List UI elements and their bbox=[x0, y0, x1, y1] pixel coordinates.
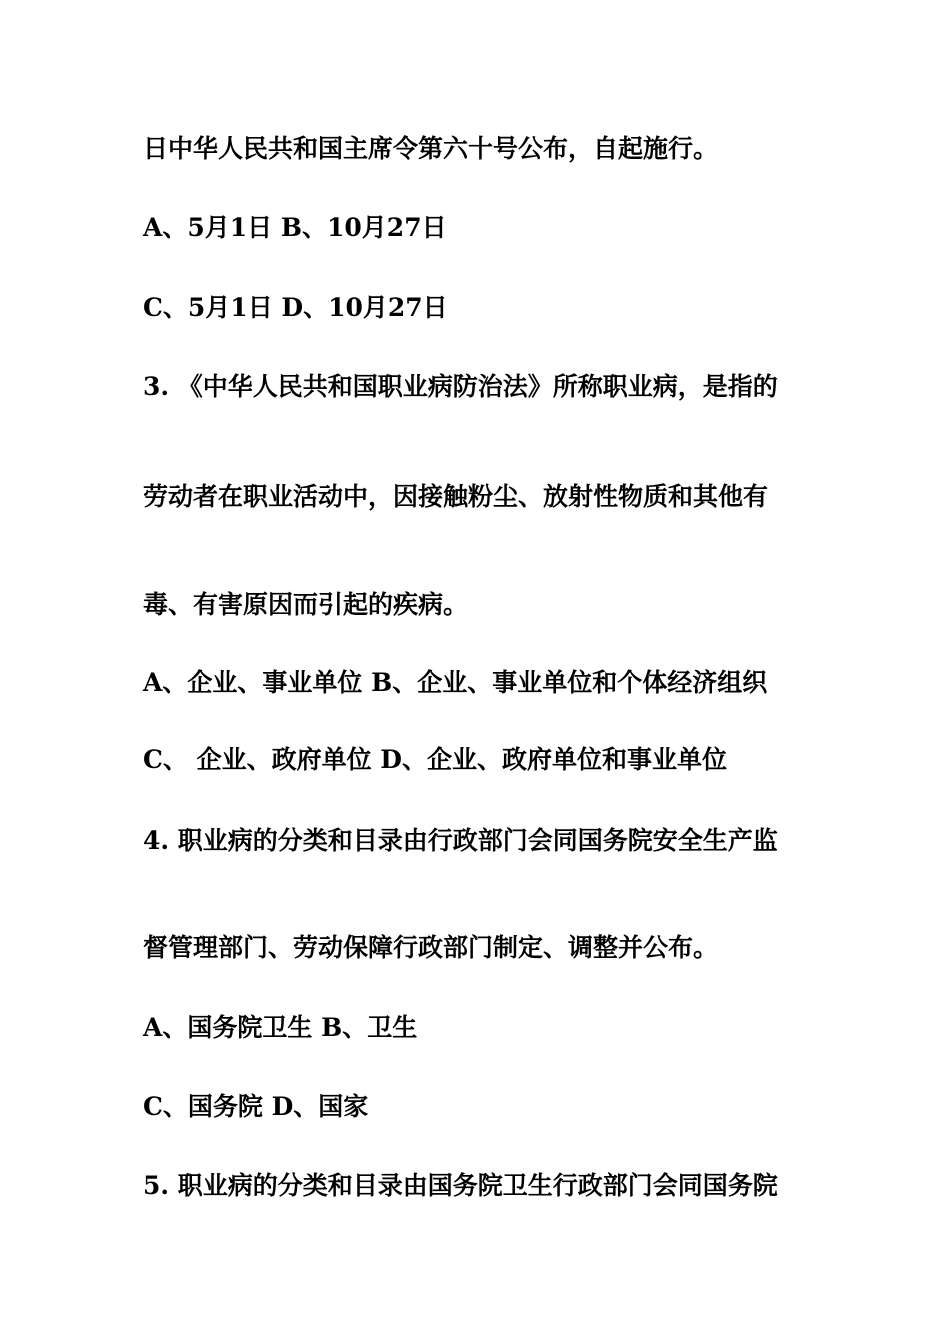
option-line-c-d: C、5月1日 D、10月27日 bbox=[143, 293, 448, 322]
question-3-option-c-d: C、 企业、政府单位 D、企业、政府单位和事业单位 bbox=[143, 745, 727, 774]
question-4-option-c-d: C、国务院 D、国家 bbox=[143, 1092, 369, 1121]
question-5-line-1: 5. 职业病的分类和目录由国务院卫生行政部门会同国务院 bbox=[143, 1171, 778, 1200]
question-3-line-3: 毒、有害原因而引起的疾病。 bbox=[143, 590, 469, 619]
text-line-question-2-continuation: 日中华人民共和国主席令第六十号公布，自起施行。 bbox=[143, 134, 719, 163]
question-3-option-a-b: A、企业、事业单位 B、企业、事业单位和个体经济组织 bbox=[143, 668, 768, 697]
question-3-line-2: 劳动者在职业活动中，因接触粉尘、放射性物质和其他有 bbox=[143, 482, 769, 511]
question-4-option-a-b: A、国务院卫生 B、卫生 bbox=[143, 1013, 418, 1042]
question-3-line-1: 3. 《中华人民共和国职业病防治法》所称职业病，是指的 bbox=[143, 372, 778, 401]
option-line-a-b: A、5月1日 B、10月27日 bbox=[143, 213, 447, 242]
question-4-line-1: 4. 职业病的分类和目录由行政部门会同国务院安全生产监 bbox=[143, 826, 778, 855]
question-4-line-2: 督管理部门、劳动保障行政部门制定、调整并公布。 bbox=[143, 933, 719, 962]
